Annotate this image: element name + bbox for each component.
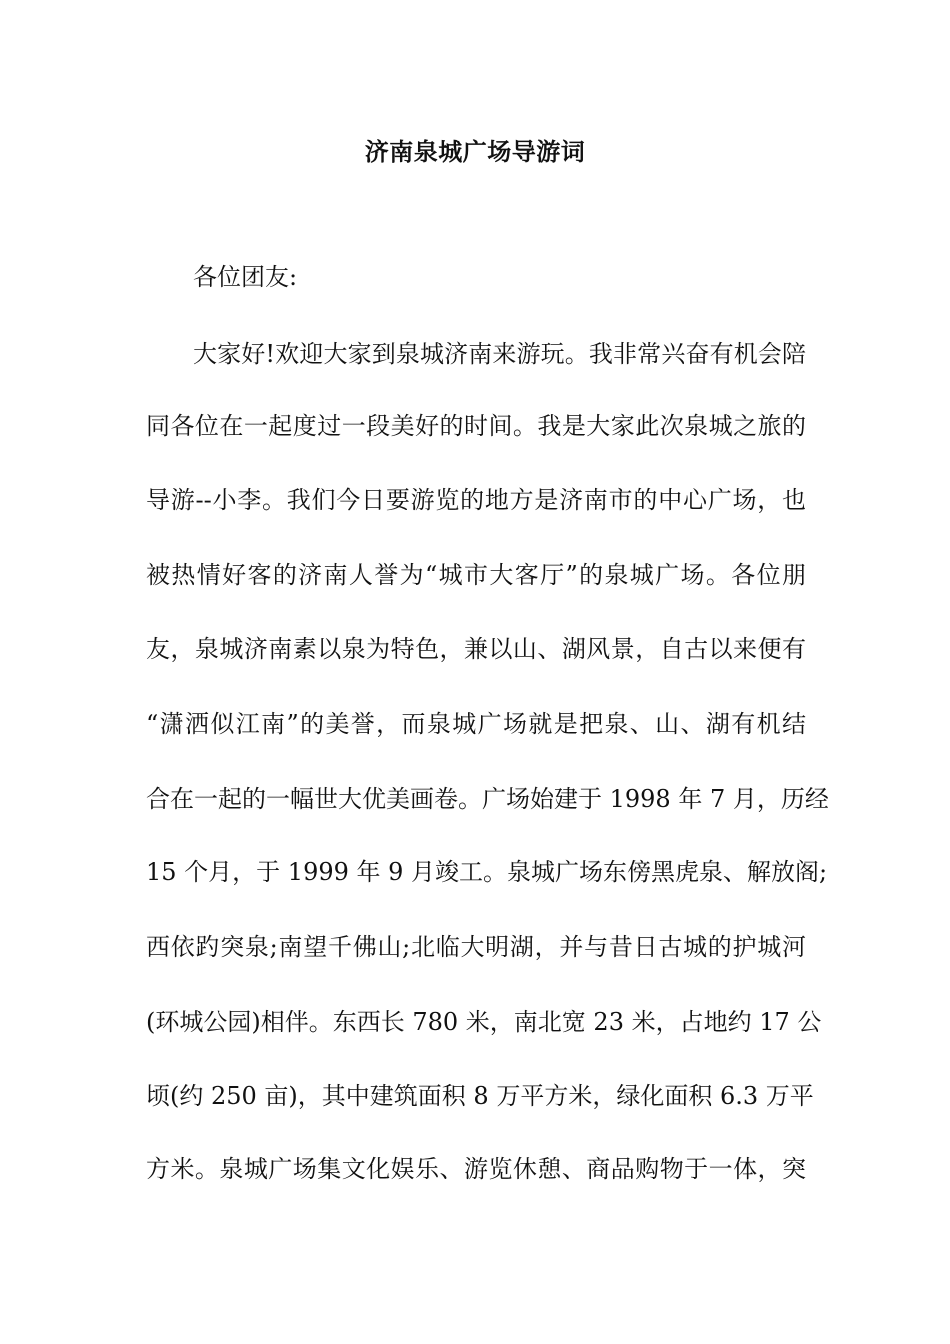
paragraph-line: “潇洒似江南”的美誉，而泉城广场就是把泉、山、湖有机结	[146, 710, 806, 738]
paragraph-line: 方米。泉城广场集文化娱乐、游览休憩、商品购物于一体，突	[146, 1155, 806, 1183]
paragraph-line: 合在一起的一幅世大优美画卷。广场始建于 1998 年 7 月，历经	[146, 785, 829, 813]
paragraph-line: 友，泉城济南素以泉为特色，兼以山、湖风景，自古以来便有	[146, 635, 806, 663]
paragraph-line: 西依趵突泉;南望千佛山;北临大明湖，并与昔日古城的护城河	[146, 933, 806, 961]
paragraph-line: 导游--小李。我们今日要游览的地方是济南市的中心广场，也	[146, 486, 806, 514]
greeting-line: 各位团友:	[193, 263, 298, 291]
paragraph-line: 同各位在一起度过一段美好的时间。我是大家此次泉城之旅的	[146, 412, 806, 440]
paragraph-line: 15 个月，于 1999 年 9 月竣工。泉城广场东傍黑虎泉、解放阁;	[146, 858, 828, 886]
document-title: 济南泉城广场导游词	[364, 137, 586, 166]
paragraph-line: 大家好!欢迎大家到泉城济南来游玩。我非常兴奋有机会陪	[193, 340, 806, 368]
paragraph-line: 顷(约 250 亩)，其中建筑面积 8 万平方米，绿化面积 6.3 万平	[146, 1082, 814, 1110]
paragraph-line: 被热情好客的济南人誉为“城市大客厅”的泉城广场。各位朋	[146, 561, 806, 589]
paragraph-line: (环城公园)相伴。东西长 780 米，南北宽 23 米，占地约 17 公	[146, 1008, 822, 1036]
